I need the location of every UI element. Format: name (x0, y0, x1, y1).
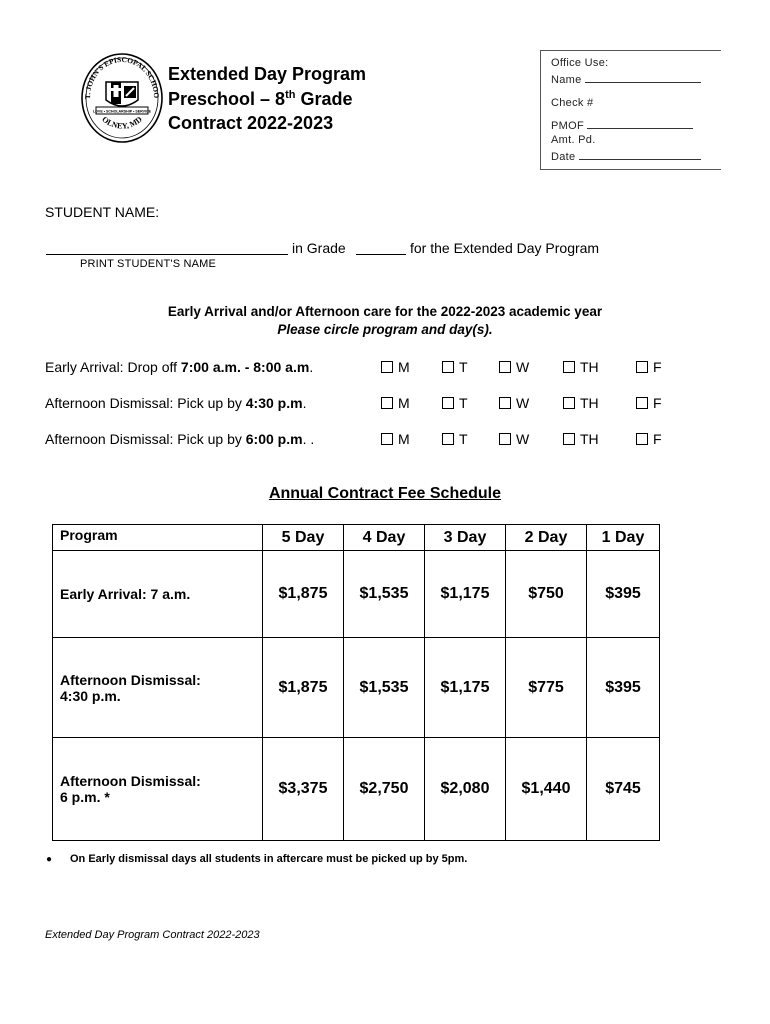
checkbox-icon[interactable] (499, 433, 511, 445)
checkbox-icon[interactable] (563, 361, 575, 373)
fee-cell: $1,875 (263, 638, 344, 738)
title-line-2-sup: th (285, 88, 296, 101)
checkbox-icon[interactable] (442, 361, 454, 373)
option-prefix: Afternoon Dismissal: Pick up by (45, 431, 246, 447)
option-early-arrival (45, 359, 313, 375)
office-check-row (551, 97, 593, 109)
office-check-label: Check # (551, 97, 594, 109)
for-program-label: for the Extended Day Program (410, 240, 600, 256)
print-name-caption: PRINT STUDENT'S NAME (80, 258, 217, 270)
care-heading: Early Arrival and/or Afternoon care for the 2022-2023 academic year (167, 304, 603, 319)
seal-band-text: LOVE • SCHOLARSHIP • SERVICE (92, 109, 152, 114)
day-label: M (398, 431, 410, 447)
student-name-label: STUDENT NAME: (45, 204, 160, 220)
office-amt-label: Amt. Pd. (551, 134, 596, 146)
fee-schedule-title: Annual Contract Fee Schedule (268, 485, 502, 502)
checkbox-icon[interactable] (442, 397, 454, 409)
seal-bottom-text: OLNEY, MD (100, 114, 144, 131)
table-row (53, 738, 660, 841)
fee-cell: $1,535 (344, 551, 425, 638)
fee-cell: $395 (587, 638, 660, 738)
checkbox-icon[interactable] (442, 433, 454, 445)
fee-table-header (53, 525, 660, 551)
day-checkbox-th[interactable] (563, 395, 599, 411)
fee-cell: $2,080 (425, 738, 506, 841)
in-grade-label: in Grade (292, 240, 346, 256)
fee-cell: $1,440 (506, 738, 587, 841)
title-line-3: Contract 2022-2023 (168, 113, 334, 133)
column-header: 5 Day (263, 525, 344, 551)
fee-cell: $745 (587, 738, 660, 841)
day-checkbox-t[interactable] (442, 359, 468, 375)
document-title (168, 62, 366, 136)
day-label: TH (580, 359, 599, 375)
checkbox-icon[interactable] (381, 397, 393, 409)
day-label: F (653, 431, 662, 447)
day-label: M (398, 395, 410, 411)
program-name-line2: 4:30 p.m. (60, 687, 121, 704)
bullet-icon: ● (46, 854, 53, 865)
fee-cell: $1,175 (425, 638, 506, 738)
option-prefix: Early Arrival: Drop off (45, 359, 181, 375)
office-name-field[interactable] (585, 72, 701, 83)
day-checkbox-t[interactable] (442, 395, 468, 411)
checkbox-icon[interactable] (381, 361, 393, 373)
day-label: T (459, 395, 468, 411)
column-header: Program (53, 525, 263, 551)
title-line-2-prefix: Preschool – 8 (168, 88, 286, 109)
svg-text:OLNEY, MD (100, 115, 144, 131)
day-label: W (516, 431, 530, 447)
day-label: TH (580, 431, 599, 447)
table-row (53, 638, 660, 738)
day-checkbox-f[interactable] (636, 431, 662, 447)
day-checkbox-th[interactable] (563, 431, 599, 447)
day-checkbox-m[interactable] (381, 431, 410, 447)
day-label: W (516, 395, 530, 411)
program-cell (53, 638, 263, 738)
office-date-field[interactable] (579, 149, 701, 160)
fee-cell: $750 (506, 551, 587, 638)
school-seal-icon (80, 52, 164, 144)
option-suffix: . (309, 359, 314, 375)
option-time: 7:00 a.m. - 8:00 a.m (180, 359, 310, 375)
seal-top-text: T. JOHN'S EPISCOPAL SCHOO (82, 54, 162, 100)
checkbox-icon[interactable] (499, 397, 511, 409)
care-instruction: Please circle program and day(s). (277, 322, 493, 337)
checkbox-icon[interactable] (563, 433, 575, 445)
program-name: Afternoon Dismissal: (60, 773, 201, 789)
fee-cell: $1,175 (425, 551, 506, 638)
option-prefix: Afternoon Dismissal: Pick up by (45, 395, 246, 411)
day-label: W (516, 359, 530, 375)
option-time: 4:30 p.m (245, 395, 303, 411)
day-label: T (459, 431, 468, 447)
program-name-line2: 6 p.m. * (60, 789, 110, 805)
day-label: TH (580, 395, 599, 411)
day-checkbox-m[interactable] (381, 359, 410, 375)
day-checkbox-w[interactable] (499, 431, 529, 447)
fee-cell: $775 (506, 638, 587, 738)
early-dismissal-note (46, 853, 467, 865)
table-row (53, 551, 660, 638)
day-checkbox-m[interactable] (381, 395, 410, 411)
day-checkbox-t[interactable] (442, 431, 468, 447)
option-afternoon-600 (45, 431, 314, 447)
office-name-label: Name (551, 74, 582, 86)
day-label: T (459, 359, 468, 375)
program-cell (53, 551, 263, 638)
column-header: 1 Day (587, 525, 660, 551)
checkbox-icon[interactable] (381, 433, 393, 445)
day-checkbox-th[interactable] (563, 359, 599, 375)
fee-cell: $2,750 (344, 738, 425, 841)
checkbox-icon[interactable] (563, 397, 575, 409)
checkbox-icon[interactable] (636, 361, 648, 373)
office-pmof-field[interactable] (587, 118, 693, 129)
column-header: 4 Day (344, 525, 425, 551)
day-label: M (398, 359, 410, 375)
fee-cell: $1,875 (263, 551, 344, 638)
page-footer: Extended Day Program Contract 2022-2023 (45, 929, 260, 941)
day-checkbox-f[interactable] (636, 395, 662, 411)
grade-field[interactable] (356, 254, 406, 255)
student-name-field[interactable] (46, 254, 288, 255)
option-suffix: . (302, 395, 307, 411)
option-suffix: . . (302, 431, 315, 447)
office-amt-row (551, 134, 596, 146)
office-use-title: Office Use: (551, 57, 609, 69)
day-label: F (653, 395, 662, 411)
day-checkbox-f[interactable] (636, 359, 662, 375)
office-pmof-row (551, 118, 693, 132)
office-date-row (551, 149, 701, 163)
column-header: 2 Day (506, 525, 587, 551)
day-checkbox-w[interactable] (499, 359, 529, 375)
program-name: Early Arrival: 7 a.m. (60, 586, 191, 602)
office-use-box (540, 50, 721, 170)
column-header: 3 Day (425, 525, 506, 551)
school-seal (80, 52, 164, 144)
office-name-row (551, 72, 701, 86)
option-afternoon-430 (45, 395, 306, 411)
checkbox-icon[interactable] (636, 397, 648, 409)
fee-table (52, 524, 660, 841)
program-name: Afternoon Dismissal: (60, 671, 201, 688)
option-time: 6:00 p.m (245, 431, 303, 447)
title-line-2 (168, 87, 366, 112)
checkbox-icon[interactable] (499, 361, 511, 373)
title-line-1: Extended Day Program (168, 64, 367, 84)
fee-cell: $395 (587, 551, 660, 638)
note-text: On Early dismissal days all students in aftercare must be picked up by 5pm. (70, 853, 468, 865)
office-pmof-label: PMOF (551, 120, 584, 132)
office-date-label: Date (551, 151, 576, 163)
checkbox-icon[interactable] (636, 433, 648, 445)
title-line-2-suffix: Grade (295, 88, 353, 109)
day-label: F (653, 359, 662, 375)
fee-cell: $3,375 (263, 738, 344, 841)
program-cell (53, 738, 263, 841)
day-checkbox-w[interactable] (499, 395, 529, 411)
fee-cell: $1,535 (344, 638, 425, 738)
